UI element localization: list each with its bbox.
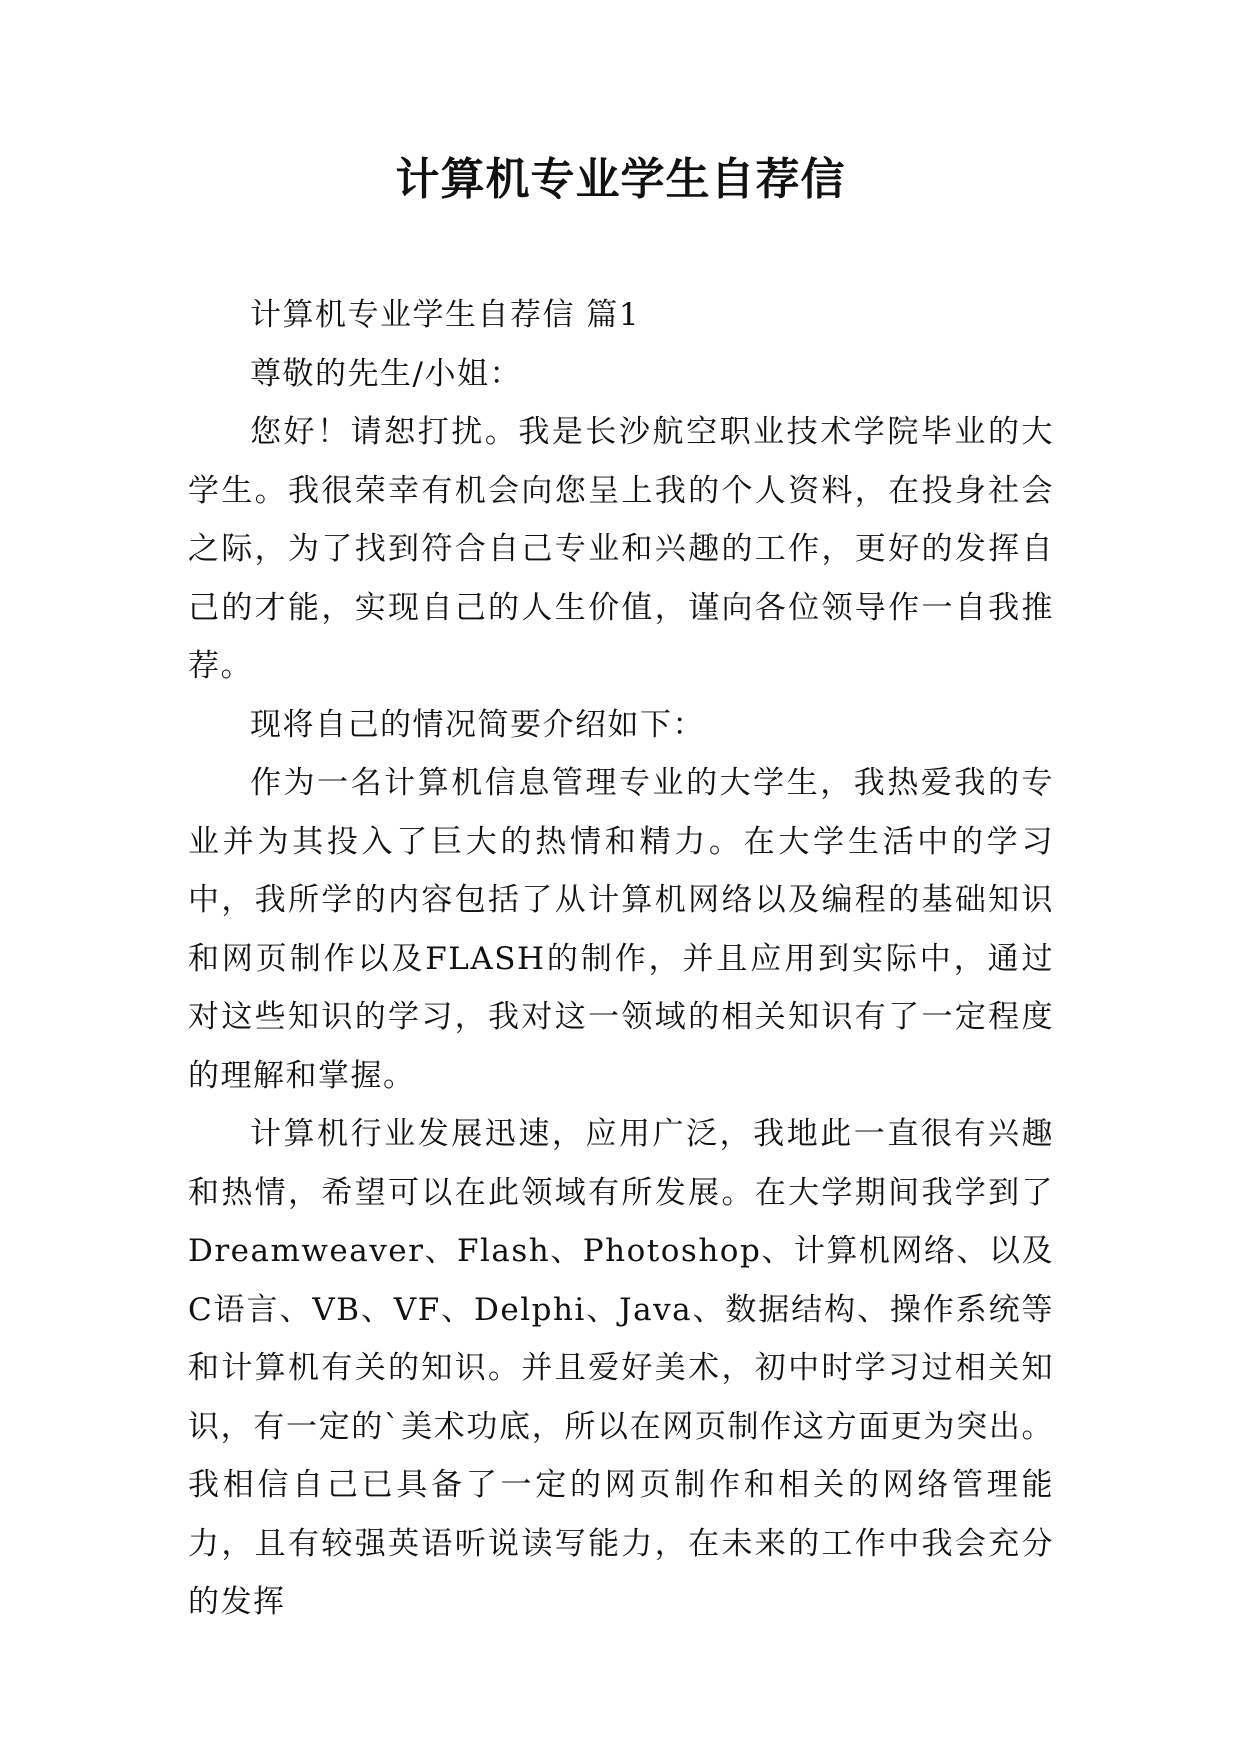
document-title: 计算机专业学生自荐信 [395, 154, 846, 205]
paragraph-skills: 计算机行业发展迅速，应用广泛，我地此一直很有兴趣和热情，希望可以在此领域有所发展。在大学期间我学到了Dreamweaver、Flash、Photoshop、计算机网络、以及C语言、VB、VF、Delphi、Java、数据结构、操作系统等和计算机有关的知识。并且爱好美术，初中时学习过相关知识，有一定的`美术功底，所以在网页制作这方面更为突出。我相信自己已具备了一定的网页制作和相关的网络管理能力，且有较强英语听说读写能力，在未来的工作中我会充分的发挥 [188, 1116, 1054, 1620]
paragraph-overview: 现将自己的情况简要介绍如下： [250, 706, 705, 743]
salutation: 尊敬的先生/小姐： [250, 355, 522, 392]
document-body [188, 286, 1054, 1632]
paragraph-introduction: 您好！请恕打扰。我是长沙航空职业技术学院毕业的大学生。我很荣幸有机会向您呈上我的个人资料，在投身社会之际，为了找到符合自己专业和兴趣的工作，更好的发挥自己的才能，实现自己的人生价值，谨向各位领导作一自我推荐。 [188, 414, 1054, 684]
paragraph-major: 作为一名计算机信息管理专业的大学生，我热爱我的专业并为其投入了巨大的热情和精力。在大学生活中的学习中，我所学的内容包括了从计算机网络以及编程的基础知识和网页制作以及FLASH的制作，并且应用到实际中，通过对这些知识的学习，我对这一领域的相关知识有了一定程度的理解和掌握。 [188, 765, 1054, 1094]
section-heading: 计算机专业学生自荐信 篇1 [250, 297, 641, 333]
